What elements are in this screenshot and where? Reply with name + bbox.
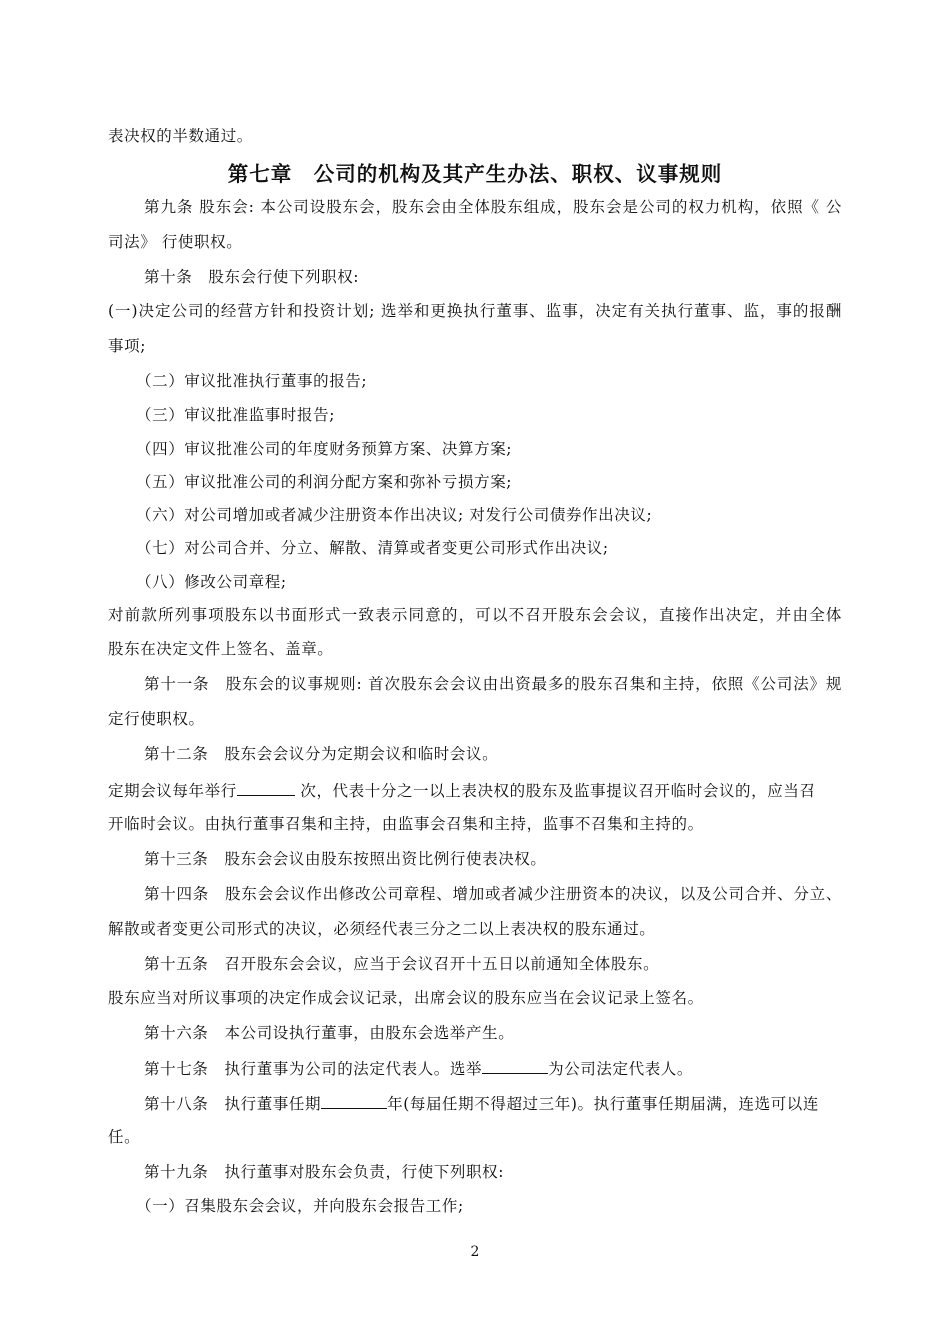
article-15: 第十五条 召开股东会会议，应当于会议召开十五日以前通知全体股东。 bbox=[144, 955, 660, 973]
article-14-line-1: 第十四条 股东会会议作出修改公司章程、增加或者减少注册资本的决议，以及公司合并、分立、 bbox=[144, 885, 842, 903]
article-14-line-2: 解散或者变更公司形式的决议，必须经代表三分之二以上表决权的股东通过。 bbox=[108, 920, 656, 938]
article-10-note-line-1: 对前款所列事项股东以书面形式一致表示同意的，可以不召开股东会会议，直接作出决定，并由全体 bbox=[108, 606, 842, 624]
article-9-line-2: 司法》 行使职权。 bbox=[108, 233, 243, 251]
article-18-line-1 bbox=[144, 1092, 819, 1114]
article-10-item-1-line-2: 事项; bbox=[108, 337, 147, 355]
blank-field bbox=[321, 1092, 387, 1109]
article-10-item-6: （六）对公司增加或者减少注册资本作出决议; 对发行公司债券作出决议; bbox=[136, 506, 653, 524]
text-line: 表决权的半数通过。 bbox=[108, 127, 253, 145]
article-13: 第十三条 股东会会议由股东按照出资比例行使表决权。 bbox=[144, 850, 547, 868]
text-segment: 第十八条 执行董事任期 bbox=[144, 1095, 322, 1113]
article-17 bbox=[144, 1057, 693, 1079]
article-18-line-2: 任。 bbox=[108, 1128, 141, 1146]
article-10-item-7: （七）对公司合并、分立、解散、清算或者变更公司形式作出决议; bbox=[136, 539, 609, 557]
text-segment: 为公司法定代表人。 bbox=[548, 1060, 694, 1078]
text-segment: 年(每届任期不得超过三年)。执行董事任期届满，连选可以连 bbox=[387, 1095, 820, 1113]
article-12-line-2 bbox=[108, 779, 816, 801]
article-19: 第十九条 执行董事对股东会负责，行使下列职权: bbox=[144, 1163, 505, 1181]
text-segment: 第十七条 执行董事为公司的法定代表人。选举 bbox=[144, 1060, 483, 1078]
page-number: 2 bbox=[470, 1244, 480, 1260]
article-9-line-1: 第九条 股东会: 本公司设股东会，股东会由全体股东组成，股东会是公司的权力机构，依照《 公 bbox=[144, 198, 842, 216]
chapter-title: 第七章 公司的机构及其产生办法、职权、议事规则 bbox=[227, 162, 723, 186]
article-10-item-5: （五）审议批准公司的利润分配方案和弥补亏损方案; bbox=[136, 473, 513, 491]
article-10-heading: 第十条 股东会行使下列职权: bbox=[144, 268, 360, 286]
article-10-item-3: （三）审议批准监事时报告; bbox=[136, 406, 336, 424]
article-11-line-1: 第十一条 股东会的议事规则: 首次股东会会议由出资最多的股东召集和主持，依照《公司法》规 bbox=[144, 675, 842, 693]
text-segment: 次，代表十分之一以上表决权的股东及监事提议召开临时会议的，应当召 bbox=[294, 782, 816, 800]
text-segment: 定期会议每年举行 bbox=[108, 782, 237, 800]
article-10-note-line-2: 股东在决定文件上签名、盖章。 bbox=[108, 640, 334, 658]
article-16: 第十六条 本公司设执行董事，由股东会选举产生。 bbox=[144, 1024, 515, 1042]
article-15-line-2: 股东应当对所议事项的决定作成会议记录，出席会议的股东应当在会议记录上签名。 bbox=[108, 989, 704, 1007]
article-10-item-8: （八）修改公司章程; bbox=[136, 573, 287, 591]
article-10-item-2: （二）审议批准执行董事的报告; bbox=[136, 372, 368, 390]
article-10-item-4: （四）审议批准公司的年度财务预算方案、决算方案; bbox=[136, 440, 513, 458]
blank-field bbox=[482, 1057, 548, 1074]
article-12: 第十二条 股东会会议分为定期会议和临时会议。 bbox=[144, 745, 499, 763]
article-19-item-1: （一）召集股东会会议，并向股东会报告工作; bbox=[136, 1197, 464, 1215]
article-10-item-1-line-1: (一)决定公司的经营方针和投资计划; 选举和更换执行董事、监事，决定有关执行董事、监，事的报酬 bbox=[108, 302, 842, 320]
article-11-line-2: 定行使职权。 bbox=[108, 710, 205, 728]
blank-field bbox=[237, 779, 295, 796]
article-12-line-3: 开临时会议。由执行董事召集和主持，由监事会召集和主持，监事不召集和主持的。 bbox=[108, 815, 704, 833]
